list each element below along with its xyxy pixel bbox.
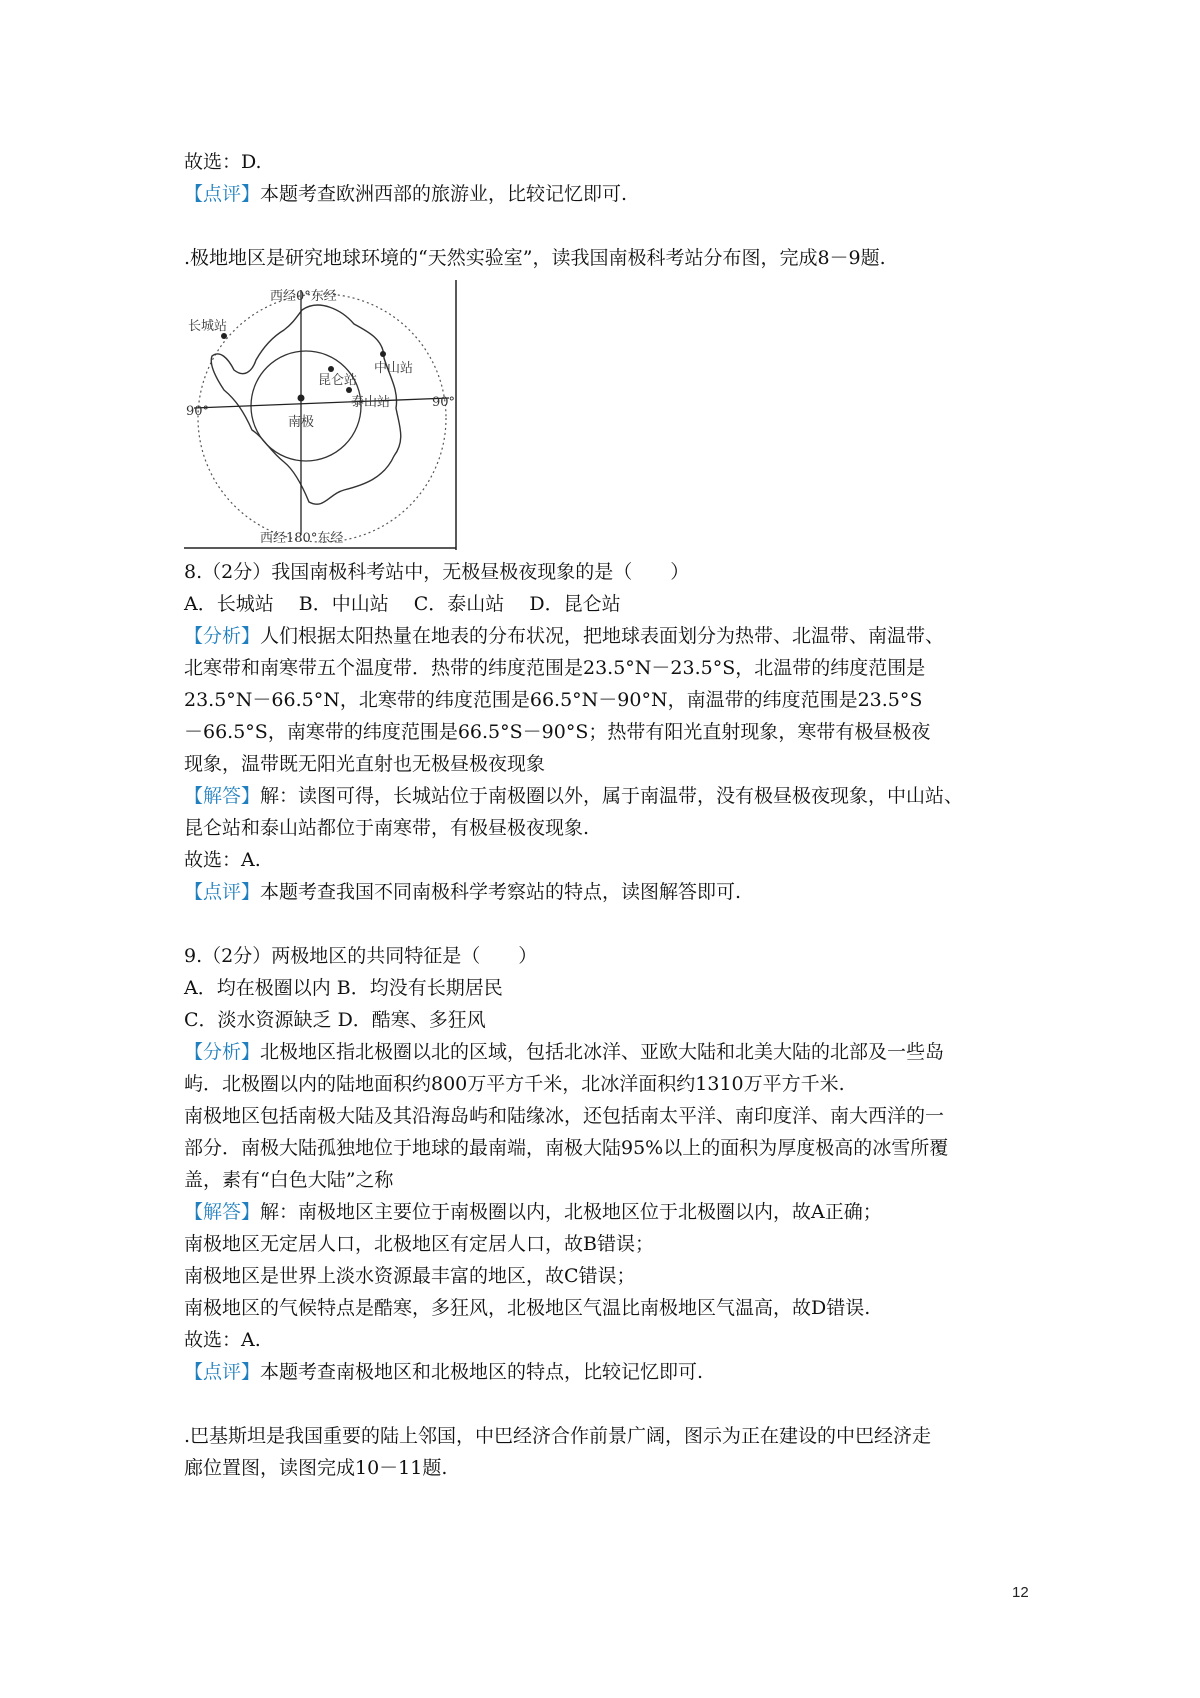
analysis-line: 【分析】人们根据太阳热量在地表的分布状况，把地球表面划分为热带、北温带、南温带、 [184,625,945,647]
intro-line: .极地地区是研究地球环境的“天然实验室”，读我国南极科考站分布图，完成8－9题. [184,247,886,269]
label-bottom-meridian: 西经180°东经 [260,531,344,546]
tag-label: 【点评】 [184,881,261,903]
text-line: 23.5°N－66.5°N，北寒带的纬度范围是66.5°N－90°N，南温带的纬度范围是23.5°S [184,689,923,711]
text-line: 盖，素有“白色大陆”之称 [184,1169,394,1191]
tag-label: 【点评】 [184,1361,261,1383]
label-zhongshan-station: 中山站 [374,361,414,376]
comment-line: 【点评】本题考查欧洲西部的旅游业，比较记忆即可. [184,183,628,205]
text-line: 故选：A. [184,1329,261,1351]
tag-label: 【解答】 [184,785,261,807]
text-line: 故选：D. [184,151,262,173]
tag-label: 【分析】 [184,1041,261,1063]
text-line: 南极地区的气候特点是酷寒，多狂风，北极地区气温比南极地区气温高，故D错误. [184,1297,871,1319]
intro-line: .巴基斯坦是我国重要的陆上邻国，中巴经济合作前景广阔，图示为正在建设的中巴经济走 [184,1425,932,1447]
tag-label: 【解答】 [184,1201,261,1223]
label-left-90: 90° [186,404,210,419]
text-line: 昆仑站和泰山站都位于南寒带，有极昼极夜现象. [184,817,590,839]
text-line: 廊位置图，读图完成10－11题. [184,1457,448,1479]
label-taishan-station: 泰山站 [351,395,391,410]
label-south-pole: 南极 [288,415,315,430]
text-line: 故选：A. [184,849,261,871]
options-9: C．淡水资源缺乏 D．酷寒、多狂风 [184,1009,486,1031]
options-9: A．均在极圈以内 B．均没有长期居民 [184,977,503,999]
text-line: 南极地区包括南极大陆及其沿海岛屿和陆缘冰，还包括南太平洋、南印度洋、南大西洋的一 [184,1105,945,1127]
answer-line: 【解答】解：南极地区主要位于南极圈以内，北极地区位于北极圈以内，故A正确； [184,1201,882,1223]
label-top-meridian: 西经0°东经 [270,289,337,304]
label-kunlun-station: 昆仑站 [318,373,358,388]
text-line: －66.5°S，南寒带的纬度范围是66.5°S－90°S；热带有阳光直射现象，寒带有极昼极夜 [184,721,931,743]
text-line: 部分．南极大陆孤独地位于地球的最南端，南极大陆95%以上的面积为厚度极高的冰雪所覆 [184,1137,949,1159]
text-line: 屿．北极圈以内的陆地面积约800万平方千米，北冰洋面积约1310万平方千米. [184,1073,845,1095]
label-changcheng-station: 长城站 [188,319,228,334]
tag-label: 【分析】 [184,625,261,647]
question-8: 8.（2分）我国南极科考站中，无极昼极夜现象的是（ ） [184,561,690,583]
tag-label: 【点评】 [184,183,261,205]
page-number: 12 [1012,1584,1029,1601]
options-8: A．长城站 B．中山站 C．泰山站 D．昆仑站 [184,593,621,615]
comment-line: 【点评】本题考查我国不同南极科学考察站的特点，读图解答即可. [184,881,742,903]
text-line: 北寒带和南寒带五个温度带．热带的纬度范围是23.5°N－23.5°S，北温带的纬度范围是 [184,657,926,679]
answer-line: 【解答】解：读图可得，长城站位于南极圈以外，属于南温带，没有极昼极夜现象，中山站、 [184,785,964,807]
text-line: 现象，温带既无阳光直射也无极昼极夜现象 [184,753,546,775]
comment-line: 【点评】本题考查南极地区和北极地区的特点，比较记忆即可. [184,1361,704,1383]
label-right-90: 90° [432,395,456,410]
antarctic-stations-map [184,280,458,550]
text-line: 南极地区无定居人口，北极地区有定居人口，故B错误； [184,1233,654,1255]
text-line: 南极地区是世界上淡水资源最丰富的地区，故C错误； [184,1265,636,1287]
question-9: 9.（2分）两极地区的共同特征是（ ） [184,945,538,967]
analysis-line: 【分析】北极地区指北极圈以北的区域，包括北冰洋、亚欧大陆和北美大陆的北部及一些岛 [184,1041,945,1063]
